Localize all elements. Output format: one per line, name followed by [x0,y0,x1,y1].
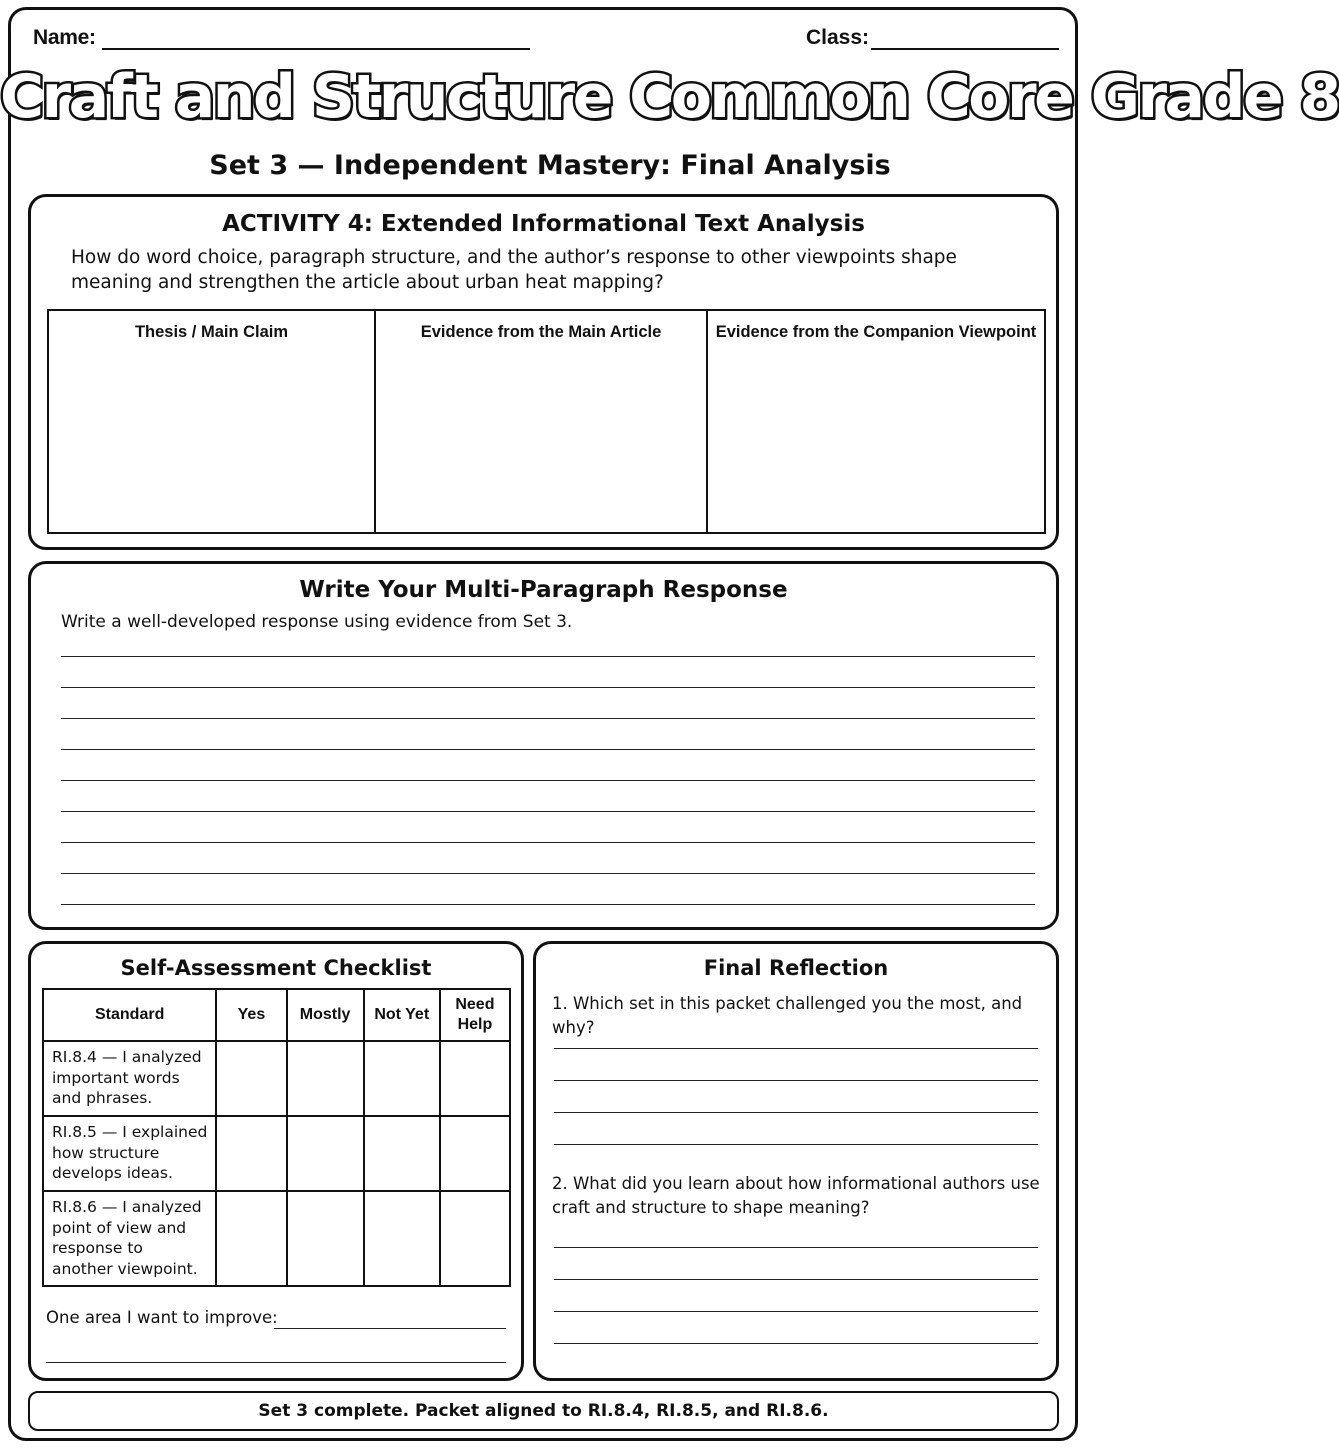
standard-ri86: RI.8.6 — I analyzed point of view and response to another viewpoint. [43,1191,216,1286]
reflection-question-2: 2. What did you learn about how informational authors use craft and structure to shape meaning? [552,1174,1040,1217]
name-field[interactable] [102,48,530,50]
activity-section [28,194,1059,550]
checkbox-cell[interactable] [364,1041,440,1116]
checkbox-cell[interactable] [216,1116,286,1191]
header-not-yet: Not Yet [364,989,440,1041]
checkbox-cell[interactable] [216,1191,286,1286]
checkbox-cell[interactable] [287,1041,364,1116]
improve-field[interactable] [274,1328,506,1329]
companion-viewpoint-column-header: Evidence from the Companion Viewpoint [715,323,1037,341]
header-standard: Standard [43,989,216,1041]
activity-question: How do word choice, paragraph structure, and the author’s response to other viewpoints shape meaning and strengthen the article about urban heat mapping? [71,247,957,293]
writing-line[interactable] [554,1343,1038,1344]
checkbox-cell[interactable] [440,1041,510,1116]
table-row [43,1116,510,1191]
response-section [28,561,1059,930]
page-subtitle: Set 3 — Independent Mastery: Final Analysis [209,150,891,181]
page-title: Craft and Structure Common Core Grade 8 [0,62,1339,132]
companion-viewpoint-column[interactable] [708,311,1044,532]
standard-ri84: RI.8.4 — I analyzed important words and phrases. [43,1041,216,1116]
writing-line[interactable] [554,1279,1038,1280]
class-field[interactable] [871,48,1059,50]
checkbox-cell[interactable] [364,1116,440,1191]
table-row [43,1041,510,1116]
checkbox-cell[interactable] [287,1191,364,1286]
self-assessment-table [42,988,511,1287]
checkbox-cell[interactable] [287,1116,364,1191]
writing-line[interactable] [61,719,1035,750]
header-need-help: Need Help [440,989,510,1041]
improve-field-line-2[interactable] [46,1362,506,1363]
checkbox-cell[interactable] [440,1116,510,1191]
header-yes: Yes [216,989,286,1041]
writing-line[interactable] [61,657,1035,688]
improve-label: One area I want to improve: [46,1308,278,1327]
writing-line[interactable] [61,812,1035,843]
class-label: Class: [806,26,870,49]
thesis-column-header: Thesis / Main Claim [134,323,289,341]
checkbox-cell[interactable] [364,1191,440,1286]
main-article-column[interactable] [376,311,708,532]
checkbox-cell[interactable] [216,1041,286,1116]
header-mostly: Mostly [287,989,364,1041]
table-header-row [43,989,510,1041]
table-row [43,1191,510,1286]
response-instruction: Write a well-developed response using evidence from Set 3. [61,612,573,632]
response-title: Write Your Multi-Paragraph Response [299,577,788,603]
main-article-column-header: Evidence from the Main Article [420,323,662,341]
checkbox-cell[interactable] [440,1191,510,1286]
writing-line[interactable] [61,750,1035,781]
writing-line[interactable] [61,874,1035,905]
final-reflection-section [533,941,1059,1381]
footer-banner: Set 3 complete. Packet aligned to RI.8.4, RI.8.5, and RI.8.6. [28,1391,1059,1431]
writing-line[interactable] [61,843,1035,874]
response-lines[interactable] [61,656,1035,905]
writing-line[interactable] [554,1080,1038,1081]
writing-line[interactable] [554,1112,1038,1113]
standard-ri85: RI.8.5 — I explained how structure develops ideas. [43,1116,216,1191]
thesis-column[interactable] [49,311,376,532]
writing-line[interactable] [61,688,1035,719]
reflection-question-1: 1. Which set in this packet challenged you the most, and why? [552,994,1023,1037]
writing-line[interactable] [554,1247,1038,1248]
writing-line[interactable] [554,1048,1038,1049]
self-assessment-title: Self-Assessment Checklist [120,956,432,980]
writing-line[interactable] [554,1144,1038,1145]
writing-line[interactable] [554,1311,1038,1312]
writing-line[interactable] [61,781,1035,812]
reflection-title: Final Reflection [703,956,889,980]
activity-title: ACTIVITY 4: Extended Informational Text Analysis [222,211,865,237]
self-assessment-section [28,941,524,1381]
name-label: Name: [33,26,96,49]
analysis-table [47,309,1046,534]
